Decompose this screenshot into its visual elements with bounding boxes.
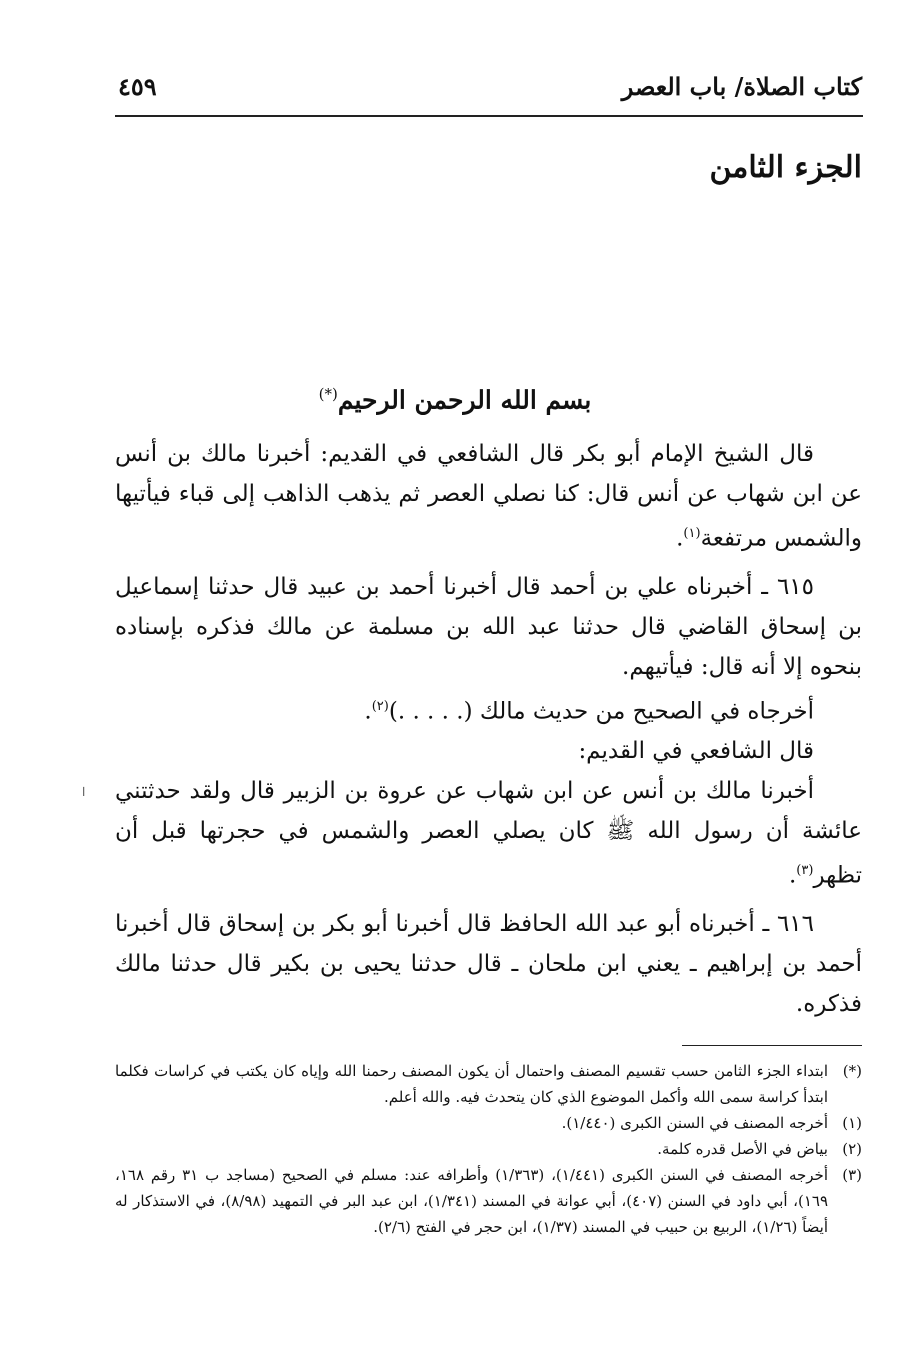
paragraph-text: أخرجاه في الصحيح من حديث مالك (. . . . .) — [388, 698, 814, 725]
paragraph-intro — [115, 434, 862, 559]
paragraph-hadith-616 — [115, 904, 862, 1024]
footnote-ref: (٢) — [371, 698, 389, 714]
page-number: ٤٥٩ — [118, 72, 157, 101]
paragraph-text: قال الشافعي في القديم: — [578, 738, 814, 765]
paragraph-tail: . — [788, 862, 797, 889]
footnote-3 — [115, 1162, 862, 1240]
footnote-1 — [115, 1110, 862, 1136]
footnote-marker: (*) — [842, 1062, 862, 1080]
footnote-text: أخرجه المصنف في السنن الكبرى (١/٤٤١)، (١/٣٦٣) وأطرافه عند: مسلم في الصحيح (مساجد ب ٣١ رقم ١٦٨، ١٦٩)، أبي داود في السنن (٤٠٧)، أبي عوانة في المسند (١/٣٤١)، ابن عبد البر في التمهيد (٨/٩٨)، في الاستذكار له أيضاً (١/٢٦)، الربيع بن حبيب في المسند (١/٣٧)، ابن حجر في الفتح (٢/٦). — [115, 1166, 828, 1236]
main-text — [115, 434, 862, 1024]
paragraph-shafii-qadim — [115, 731, 862, 771]
part-heading: الجزء الثامن — [709, 150, 862, 185]
footnote-marker: (٣) — [842, 1166, 862, 1184]
footnote-text: بياض في الأصل قدره كلمة. — [657, 1140, 828, 1158]
paragraph-takhrij — [115, 687, 862, 732]
footnote-text: أخرجه المصنف في السنن الكبرى (١/٤٤٠). — [561, 1114, 828, 1132]
basmala-text: بسم الله الرحمن الرحيم — [337, 385, 592, 415]
basmala-heading — [0, 385, 910, 414]
footnote-ref: (٣) — [796, 863, 814, 879]
paragraph-text: ٦١٦ ـ أخبرناه أبو عبد الله الحافظ قال أخبرنا أبو بكر بن إسحاق قال أخبرنا أحمد بن إبراهيم ـ يعني ابن ملحان ـ قال حدثنا يحيى بن بكير قال حدثنا مالك فذكره. — [115, 910, 862, 1017]
header-divider — [115, 115, 863, 117]
paragraph-text: أخبرنا مالك بن أنس عن ابن شهاب عن عروة بن الزبير قال ولقد حدثتني عائشة أن رسول الله ﷺ كان يصلي العصر والشمس في حجرتها قبل أن تظهر — [115, 778, 862, 889]
paragraph-tail: . — [364, 698, 372, 725]
footnotes — [115, 1058, 862, 1240]
footnote-text: ابتداء الجزء الثامن حسب تقسيم المصنف واحتمال أن يكون المصنف رحمنا الله وإياه كان يكتب في كراسات فكلما ابتدأ كراسة سمى الله وأكمل الموضوع الذي كان يتحدث فيه. والله أعلم. — [115, 1062, 828, 1106]
footnote-marker: (٢) — [842, 1140, 862, 1158]
footnote-ref: (١) — [683, 526, 701, 541]
paragraph-text: قال الشيخ الإمام أبو بكر قال الشافعي في القديم: أخبرنا مالك بن أنس عن ابن شهاب عن أنس قال: كنا نصلي العصر ثم يذهب الذاهب إلى قباء فيأتيها والشمس مرتفعة — [115, 441, 862, 552]
footnote-2 — [115, 1136, 862, 1162]
footnote-divider — [682, 1045, 862, 1046]
margin-mark: ا — [82, 785, 86, 799]
paragraph-aisha-hadith — [115, 771, 862, 896]
footnote-marker: (١) — [842, 1114, 862, 1132]
paragraph-hadith-615 — [115, 567, 862, 687]
paragraph-tail: . — [676, 525, 684, 552]
basmala-note-marker: (*) — [318, 385, 338, 403]
running-title: كتاب الصلاة/ باب العصر — [621, 72, 862, 101]
paragraph-text: ٦١٥ ـ أخبرناه علي بن أحمد قال أخبرنا أحمد بن عبيد قال حدثنا إسماعيل بن إسحاق القاضي قال حدثنا عبد الله بن مسلمة عن مالك فذكره بإسناده بنحوه إلا أنه قال: فيأتيهم. — [115, 573, 862, 680]
footnote-star — [115, 1058, 862, 1110]
